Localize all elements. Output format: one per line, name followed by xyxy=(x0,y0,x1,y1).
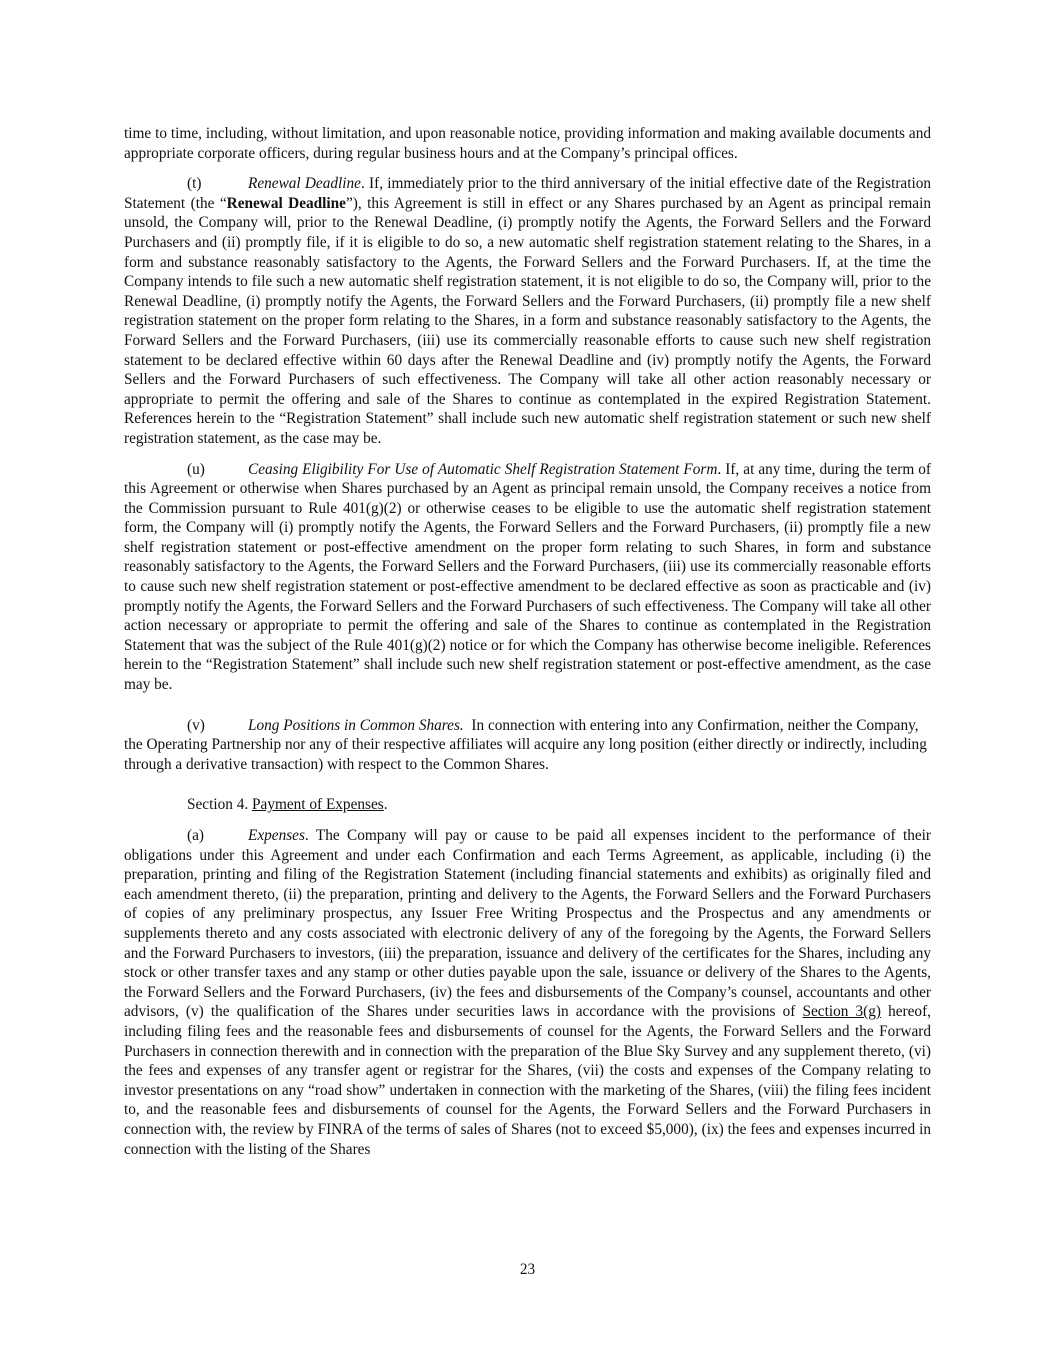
section-v-paragraph xyxy=(124,716,931,775)
section-4-title: Payment of Expenses xyxy=(252,796,384,814)
section-4a-text-after-ref: hereof, including filing fees and the reasonable fees and disbursements of counsel for the Agents, the Forward Sellers and the Forward Purchasers in connection therewith and in connection with the preparation of the Blue Sky Survey and any supplement thereto, (vi) the fees and expenses of any transfer agent or registrar for the Shares, (vii) the costs and expenses of the Company relating to investor presentations on any “road show” undertaken in connection with the marketing of the Shares, (viii) the filing fees incident to, and the reasonable fees and disbursements of counsel for the Agents, the Forward Sellers and the Forward Purchasers in connection with, the review by FINRA of the terms of sales of Shares (not to exceed $5,000), (ix) the fees and expenses incurred in connection with the listing of the Shares xyxy=(124,1003,931,1158)
section-u-paragraph xyxy=(124,460,931,695)
section-4a-label: (a) xyxy=(187,827,204,844)
section-u-text: . If, at any time, during the term of this Agreement or otherwise when Shares purchased by an Agent as principal remain unsold, the Company receives a notice from the Commission pursuant to Rule 401(g)(2) or otherwise ceases to be eligible to use the automatic shelf registration statement form, the Company will (i) promptly notify the Agents, the Forward Sellers and the Forward Purchasers, (ii) promptly file a new shelf registration statement or post-effective amendment on the proper form relating to such Shares, in form and substance reasonably satisfactory to the Agents, the Forward Sellers and the Forward Purchasers, (iii) use its commercially reasonable efforts to cause such new shelf registration statement or post-effective amendment to be declared effective as soon as practicable and (iv) promptly notify the Agents, the Forward Sellers and the Forward Purchasers of such effectiveness. The Company will take all other action necessary or appropriate to permit the offering and sale of the Shares to continue as contemplated in the Registration Statement that was the subject of the Rule 401(g)(2) notice or for which the Company has otherwise become ineligible. References herein to the “Registration Statement” shall include such new shelf registration statement or post-effective amendment, as the case may be. xyxy=(124,460,931,694)
document-body xyxy=(124,124,931,1159)
section-u-label: (u) xyxy=(187,460,205,478)
section-4-heading xyxy=(124,795,931,815)
section-u-heading: Ceasing Eligibility For Use of Automatic Shelf Registration Statement Form xyxy=(248,460,718,478)
section-4-prefix: Section 4. xyxy=(187,796,249,814)
section-4a-heading: Expenses xyxy=(248,827,305,844)
section-v-heading: Long Positions in Common Shares. xyxy=(248,716,464,734)
section-v-label: (v) xyxy=(187,716,205,734)
section-t-text-before-term: . If, immediately prior to the third anniversary of the initial effective date of the Registration Statement (the “ xyxy=(124,175,931,212)
section-t-paragraph xyxy=(124,174,931,448)
section-4a-text-before-ref: . The Company will pay or cause to be paid all expenses incident to the performance of their obligations under this Agreement and under each Confirmation and each Terms Agreement, as applicable, including (i) the preparation, printing and filing of the Registration Statement (including financial statements and exhibits) as originally filed and each amendment thereto, (ii) the preparation, printing and delivery to the Agents, the Forward Sellers and the Forward Purchasers of copies of any preliminary prospectus, any Issuer Free Writing Prospectus and the Prospectus and any amendments or supplements thereto and any costs associated with electronic delivery of any of the foregoing by the Agents, the Forward Sellers and the Forward Purchasers to investors, (iii) the preparation, issuance and delivery of the certificates for the Shares, including any stock or other transfer taxes and any stamp or other duties payable upon the sale, issuance or delivery of the Shares to the Agents, the Forward Sellers and the Forward Purchasers, (iv) the fees and disbursements of the Company’s counsel, accountants and other advisors, (v) the qualification of the Shares under securities laws in accordance with the provisions of xyxy=(124,827,931,1021)
continuation-paragraph: time to time, including, without limitation, and upon reasonable notice, providing information and making available documents and appropriate corporate officers, during regular business hours and at the Company’s principal offices. xyxy=(124,125,931,162)
section-t-label: (t) xyxy=(187,175,202,193)
page-number: 23 xyxy=(519,1261,536,1278)
section-t-heading: Renewal Deadline xyxy=(248,175,361,193)
section-4a-paragraph xyxy=(124,826,931,1159)
section-4-period: . xyxy=(383,796,388,814)
section-v-text: In connection with entering into any Confirmation, neither the Company, the Operating Partnership nor any of their respective affiliates will acquire any long position (either directly or indirectly, including through a derivative transaction) with respect to the Common Shares. xyxy=(124,716,927,773)
section-3g-reference: Section 3(g) xyxy=(802,1003,881,1021)
renewal-deadline-defined-term: Renewal Deadline xyxy=(226,194,346,212)
section-t-text-after-term: ”), this Agreement is still in effect or any Shares purchased by an Agent as principal remain unsold, the Company will, prior to the Renewal Deadline, (i) promptly notify the Agents, the Forward Sellers and the Forward Purchasers and (ii) promptly file, if it is eligible to do so, a new automatic shelf registration statement relating to the Shares, in a form and substance reasonably satisfactory to the Agents, the Forward Sellers and the Forward Purchasers. If, at the time the Company intends to file such a new automatic shelf registration statement, it is not eligible to do so, the Company will, prior to the Renewal Deadline, (i) promptly notify the Agents, the Forward Sellers and the Forward Purchasers, (ii) promptly file a new shelf registration statement on the proper form relating to the Shares, in a form and substance reasonably satisfactory to the Agents, the Forward Sellers and the Forward Purchasers, (iii) use its commercially reasonable efforts to cause such new shelf registration statement to be declared effective within 60 days after the Renewal Deadline and (iv) promptly notify the Agents, the Forward Sellers and the Forward Purchasers of such effectiveness. The Company will take all other action reasonably necessary or appropriate to permit the offering and sale of the Shares to continue as contemplated in the expired Registration Statement. References herein to the “Registration Statement” shall include such new automatic shelf registration statement or such new shelf registration statement, as the case may be. xyxy=(124,194,931,447)
